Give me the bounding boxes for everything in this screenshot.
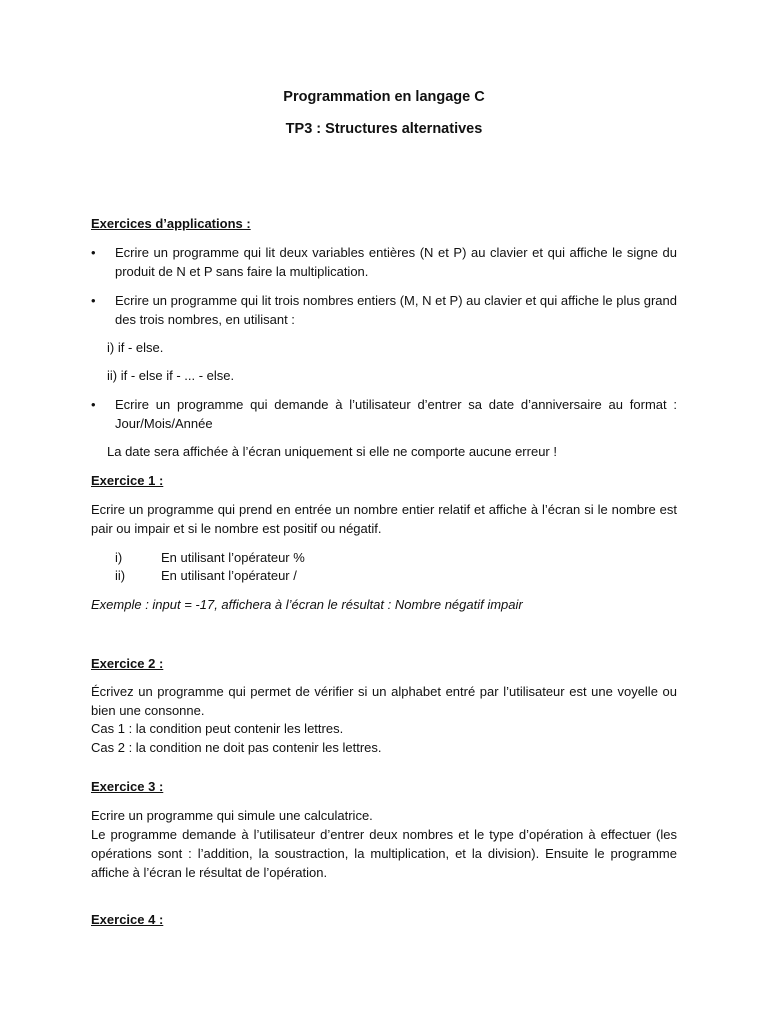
exercise-2-case-2: Cas 2 : la condition ne doit pas contenir les lettres.: [91, 740, 382, 755]
exercise-1-option-2-number: ii): [115, 568, 126, 583]
application-item-2-sub-2: ii) if - else if - ... - else.: [107, 368, 235, 383]
application-item-2: Ecrire un programme qui lit trois nombres entiers (M, N et P) au clavier et qui affiche le plus grand des trois nombres, en utilisant :: [115, 293, 677, 327]
application-item-2-sub-1: i) if - else.: [107, 340, 164, 355]
exercise-2-text: Écrivez un programme qui permet de vérifier si un alphabet entré par l’utilisateur est une voyelle ou bien une consonne.: [91, 684, 677, 718]
bullet-marker: •: [91, 245, 96, 260]
application-item-3-note: La date sera affichée à l’écran uniquement si elle ne comporte aucune erreur !: [107, 444, 557, 459]
exercise-2-case-1: Cas 1 : la condition peut contenir les lettres.: [91, 721, 344, 736]
exercise-3-heading: Exercice 3 :: [91, 779, 164, 794]
applications-heading: Exercices d’applications :: [91, 216, 251, 231]
exercise-1-option-2-text: En utilisant l’opérateur /: [161, 568, 297, 583]
document-subtitle: TP3 : Structures alternatives: [285, 121, 483, 137]
exercise-3-line-1: Ecrire un programme qui simule une calculatrice.: [91, 808, 373, 823]
exercise-2-heading: Exercice 2 :: [91, 656, 164, 671]
exercise-1-example: Exemple : input = -17, affichera à l’écran le résultat : Nombre négatif impair: [91, 597, 523, 612]
exercise-1-option-1-text: En utilisant l’opérateur %: [161, 550, 305, 565]
exercise-1-text: Ecrire un programme qui prend en entrée un nombre entier relatif et affiche à l’écran si le nombre est pair ou impair et si le nombre est positif ou négatif.: [91, 502, 677, 536]
application-item-1: Ecrire un programme qui lit deux variables entières (N et P) au clavier et qui affiche le signe du produit de N et P sans faire la multiplication.: [115, 245, 677, 279]
bullet-marker: •: [91, 397, 96, 412]
document-title: Programmation en langage C: [283, 89, 485, 105]
exercise-1-option-1-number: i): [115, 550, 123, 565]
exercise-3-text: Le programme demande à l’utilisateur d’entrer deux nombres et le type d’opération à effectuer (les opérations sont : l’addition, la soustraction, la multiplication, et la division). Ensuite le programme affiche à l’écran le résultat de l’opération.: [91, 827, 677, 880]
application-item-3: Ecrire un programme qui demande à l’utilisateur d’entrer sa date d’anniversaire au format : Jour/Mois/Année: [115, 397, 677, 431]
bullet-marker: •: [91, 293, 96, 308]
exercise-1-heading: Exercice 1 :: [91, 473, 164, 488]
exercise-4-heading: Exercice 4 :: [91, 912, 164, 927]
